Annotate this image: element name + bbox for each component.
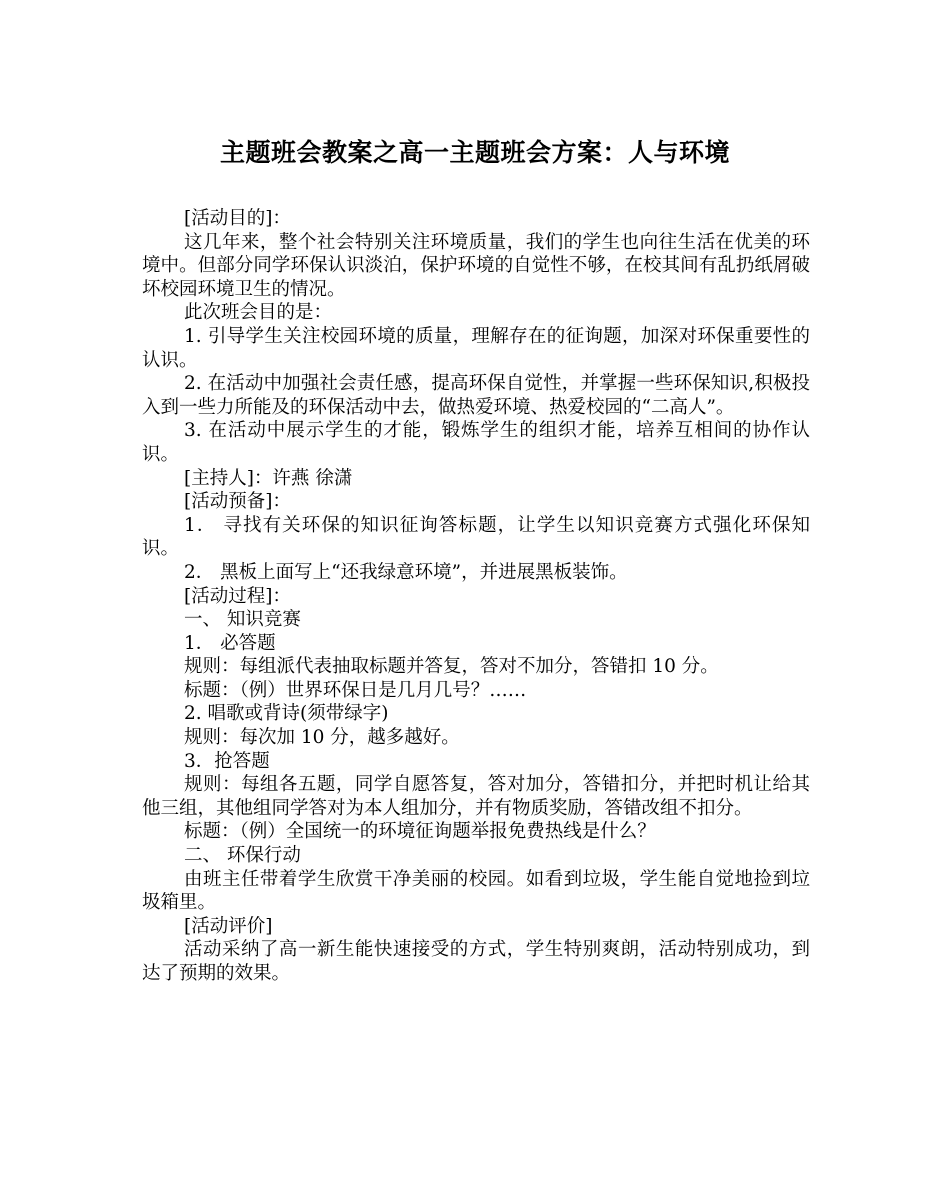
document-title: 主题班会教案之高一主题班会方案：人与环境 [219, 138, 730, 167]
paragraph-goals-intro: 此次班会目的是： [184, 302, 333, 324]
preparation-item-2: 2． 黑板上面写上“还我绿意环境”，并进展黑板装饰。 [184, 561, 628, 583]
section-heading-preparation: [活动预备]： [184, 491, 291, 513]
goal-item-1: 1. 引导学生关注校园环境的质量，理解存在的征询题，加深对环保重要性的认识。 [142, 325, 810, 371]
document-body [142, 207, 810, 986]
section-heading-process: [活动过程]： [184, 585, 291, 607]
round-3-example: 标题：（例）全国统一的环境征询题举报免费热线是什么？ [184, 821, 656, 843]
process-part-2-heading: 二、 环保行动 [184, 845, 301, 867]
round-3-rules: 规则：每组各五题，同学自愿答复，答对加分，答错扣分，并把时机让给其他三组，其他组同学答对为本人组加分，并有物质奖励，答错改组不扣分。 [142, 774, 810, 819]
round-1-example: 标题：（例）世界环保日是几月几号？…… [184, 679, 527, 701]
paragraph-background: 这几年来，整个社会特别关注环境质量，我们的学生也向往生活在优美的环境中。但部分同学环保认识淡泊，保护环境的自觉性不够，在校其间有乱扔纸屑破坏校园环境卫生的情况。 [142, 231, 810, 300]
evaluation-text: 活动采纳了高一新生能快速接受的方式，学生特别爽朗，活动特别成功，到达了预期的效果。 [142, 939, 810, 984]
round-2-heading: 2. 唱歌或背诗(须带绿字) [184, 703, 389, 725]
goal-item-2: 2. 在活动中加强社会责任感，提高环保自觉性，并掌握一些环保知识,积极投入到一些力所能及的环保活动中去，做热爱环境、热爱校园的“二高人”。 [142, 373, 810, 418]
process-part-2-text: 由班主任带着学生欣赏干净美丽的校园。如看到垃圾，学生能自觉地捡到垃圾箱里。 [142, 868, 810, 914]
section-heading-host: [主持人]：许燕 徐潇 [184, 467, 353, 489]
section-heading-evaluation: [活动评价] [184, 915, 273, 937]
round-1-rules: 规则：每组派代表抽取标题并答复，答对不加分，答错扣 10 分。 [184, 656, 719, 678]
section-heading-purpose: [活动目的]： [184, 208, 291, 229]
round-3-heading: 3．抢答题 [184, 750, 270, 772]
round-2-rules: 规则：每次加 10 分，越多越好。 [184, 727, 460, 749]
preparation-item-1: 1． 寻找有关环保的知识征询答标题，让学生以知识竞赛方式强化环保知识。 [142, 514, 810, 560]
process-part-1-heading: 一、 知识竞赛 [184, 609, 301, 631]
round-1-heading: 1． 必答题 [184, 632, 276, 654]
goal-item-3: 3. 在活动中展示学生的才能，锻炼学生的组织才能，培养互相间的协作认识。 [142, 420, 810, 465]
